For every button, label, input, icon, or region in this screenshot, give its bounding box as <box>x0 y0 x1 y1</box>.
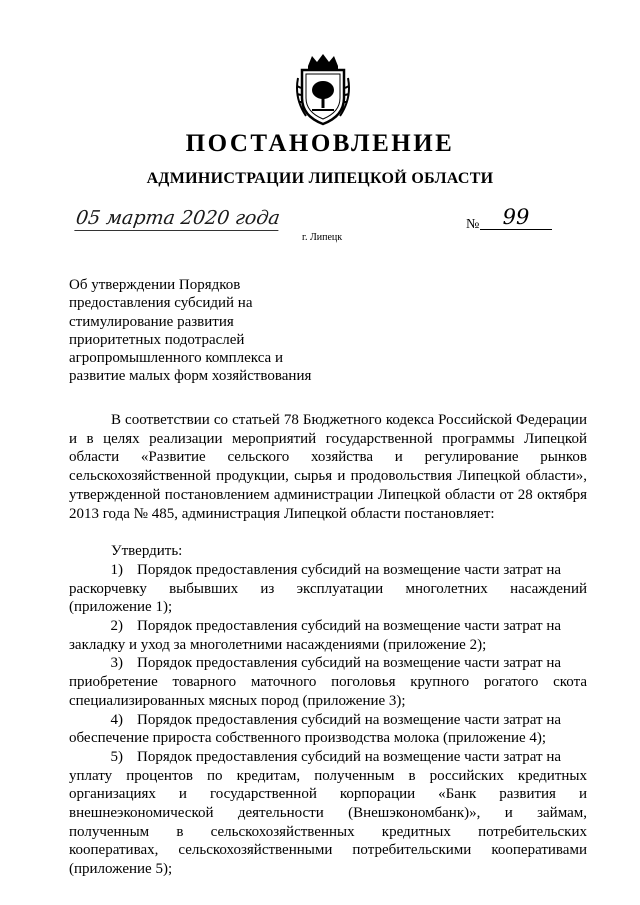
subject-line: приоритетных подотраслей <box>69 331 245 348</box>
item-number: 5) <box>110 748 123 765</box>
item-text: Порядок предоставления субсидий на возмещение части затрат на <box>137 561 562 578</box>
subject-line: Об утверждении Порядков <box>69 277 241 293</box>
item-text: Порядок предоставления субсидий на возмещение части затрат на <box>137 655 562 672</box>
preamble-line: сельскохозяйственной продукции, сырья и продовольствия Липецкой области», <box>69 468 587 485</box>
approve-label: Утвердить: <box>111 543 183 560</box>
document-subtitle: АДМИНИСТРАЦИИ ЛИПЕЦКОЙ ОБЛАСТИ <box>146 170 494 187</box>
item-line: внешнеэкономической деятельности (Внешэкономбанк)», и займам, <box>69 805 587 822</box>
item-text: Порядок предоставления субсидий на возмещение части затрат на <box>137 618 562 635</box>
item-line: уплату процентов по кредитам, полученным в российских кредитных <box>69 767 587 784</box>
subject-line: развитие малых форм хозяйствования <box>69 368 312 385</box>
item-number: 1) <box>110 561 123 578</box>
item-line: обеспечение прироста собственного производства молока (приложение 4); <box>69 730 547 747</box>
item-line: раскорчевку выбывших из эксплуатации многолетних насаждений <box>69 580 587 597</box>
preamble-line: и в целях реализации мероприятий государственной программы Липецкой <box>69 430 587 447</box>
document-number: 99 <box>480 206 552 230</box>
list-item-1 <box>69 561 587 580</box>
list-item-4 <box>69 711 587 730</box>
number-label: № <box>466 217 480 232</box>
item-line: организациях и государственной корпорации «Банк развития и <box>69 786 587 803</box>
preamble-line: 2013 года № 485, администрация Липецкой области постановляет: <box>69 505 495 522</box>
item-line: (приложение 5); <box>69 861 173 878</box>
document-body <box>69 411 587 879</box>
item-number: 4) <box>110 711 123 728</box>
subject-line: агропромышленного комплекса и <box>69 350 283 367</box>
subject-line: стимулирование развития <box>69 313 234 330</box>
item-line: кооперативах, сельскохозяйственными потребительскими кооперативами <box>69 842 587 859</box>
subject-line: предоставления субсидий на <box>69 295 253 312</box>
item-line: закладку и уход за многолетними насаждениями (приложение 2); <box>69 636 487 653</box>
preamble-line: области «Развитие сельского хозяйства и регулирование рынков <box>69 449 587 466</box>
item-text: Порядок предоставления субсидий на возмещение части затрат на <box>137 748 562 765</box>
document-subject <box>69 276 311 386</box>
item-line: полученным в сельскохозяйственных кредитных потребительских <box>69 823 587 840</box>
list-item-5 <box>69 748 587 767</box>
list-item-3 <box>69 654 587 673</box>
document-city: г. Липецк <box>302 232 343 243</box>
item-line: (приложение 1); <box>69 599 173 616</box>
item-number: 3) <box>110 655 123 672</box>
item-text: Порядок предоставления субсидий на возмещение части затрат на <box>137 711 562 728</box>
list-item-2 <box>69 617 587 636</box>
document-title: ПОСТАНОВЛЕНИЕ <box>185 130 455 157</box>
document-date: 05 марта 2020 года <box>74 207 282 229</box>
item-line: приобретение товарного маточного поголовья крупного рогатого скота <box>69 674 587 691</box>
preamble-line: В соответствии со статьей 78 Бюджетного кодекса Российской Федерации <box>111 412 587 428</box>
item-number: 2) <box>110 618 123 635</box>
preamble-line: утвержденной постановлением администрации Липецкой области от 28 октября <box>69 486 587 503</box>
item-line: специализированных мясных пород (приложение 3); <box>69 692 406 709</box>
coat-of-arms-icon <box>294 52 352 128</box>
